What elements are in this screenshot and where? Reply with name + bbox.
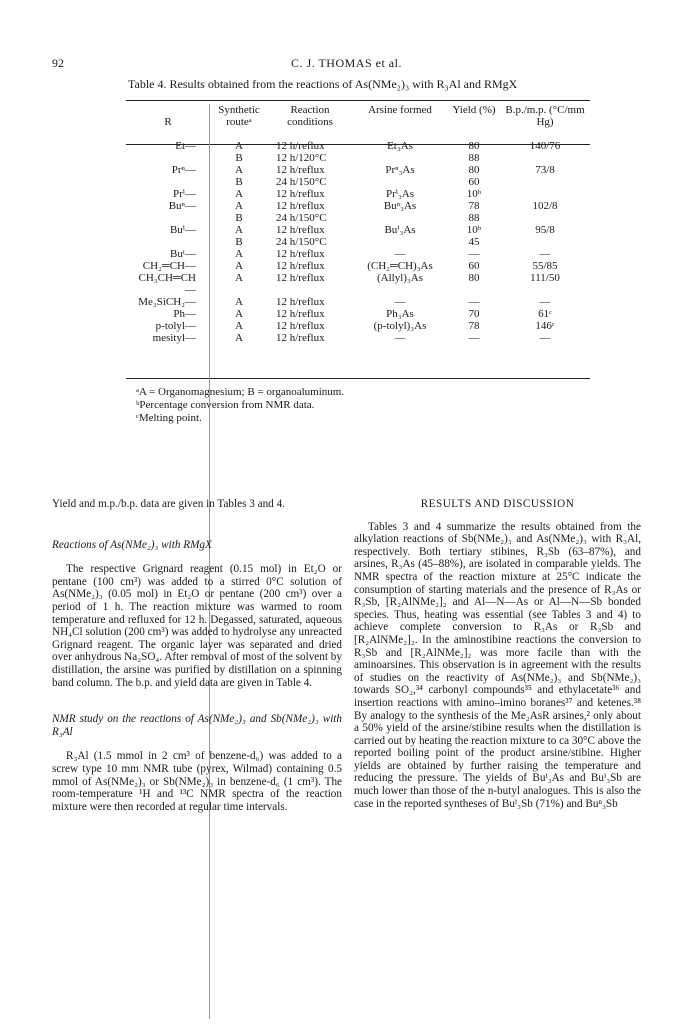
cell-arsine (352, 236, 448, 248)
cell-conditions: 24 h/150°C (276, 212, 327, 224)
col-header-yield: Yield (%) (452, 104, 496, 116)
cell-yield: 10ᵇ (466, 188, 482, 200)
cell-r: Prⁿ— (171, 164, 196, 176)
col-header-bp: B.p./m.p. (°C/mm Hg) (505, 104, 585, 128)
cell-r: Prⁱ— (173, 188, 196, 200)
cell-conditions: 12 h/reflux (276, 140, 325, 152)
cell-conditions: 12 h/reflux (276, 332, 325, 344)
cell-yield: 80 (468, 164, 480, 176)
cell-arsine: Buⁱ₃As (384, 224, 416, 236)
cell-route: A (235, 188, 243, 200)
cell-route: A (235, 248, 243, 260)
cell-arsine: Et₃As (387, 140, 413, 152)
table-row (126, 176, 590, 188)
cell-r (126, 176, 210, 188)
cell-arsine: Prⁿ₃As (385, 164, 415, 176)
cell-route: B (235, 212, 243, 224)
table-row (126, 248, 590, 260)
cell-bp (500, 176, 590, 188)
cell-route: A (235, 332, 243, 344)
table-row (126, 188, 590, 200)
cell-arsine: (Allyl)₃As (377, 272, 423, 284)
cell-bp: 111/50 (530, 272, 560, 284)
footnote-c: ᶜMelting point. (136, 412, 202, 424)
cell-arsine (352, 152, 448, 164)
cell-route: B (235, 236, 243, 248)
cell-route: A (235, 260, 243, 272)
cell-route: A (235, 272, 243, 284)
cell-route: A (235, 320, 243, 332)
table-row (126, 200, 590, 212)
right-column (354, 498, 641, 810)
cell-yield: — (468, 248, 480, 260)
cell-arsine: (p-tolyl)₃As (373, 320, 427, 332)
cell-r: Buⁱ— (169, 224, 196, 236)
left-column (52, 498, 342, 813)
cell-conditions: 24 h/150°C (276, 176, 327, 188)
cell-arsine: Prⁱ₃As (385, 188, 415, 200)
cell-arsine (352, 176, 448, 188)
cell-r (126, 236, 210, 248)
cell-r: p-tolyl— (155, 320, 196, 332)
cell-bp (500, 188, 590, 200)
cell-yield: 80 (468, 272, 480, 284)
cell-bp: — (539, 332, 551, 344)
cell-conditions: 12 h/reflux (276, 272, 325, 284)
cell-r (126, 152, 210, 164)
cell-bp: 140/76 (529, 140, 561, 152)
cell-yield: 60 (468, 176, 480, 188)
cell-conditions: 12 h/reflux (276, 260, 325, 272)
cell-route: A (235, 164, 243, 176)
table-row (126, 296, 590, 308)
cell-conditions: 12 h/reflux (276, 320, 325, 332)
table-row (126, 140, 590, 152)
cell-route: A (235, 200, 243, 212)
cell-r (126, 212, 210, 224)
cell-yield: 80 (468, 140, 480, 152)
table-row (126, 272, 590, 296)
section-heading-nmr: NMR study on the reactions of As(NMe₂)₃ and Sb(NMe₂)₃ with R₃Al (52, 713, 342, 738)
table-row (126, 260, 590, 272)
cell-yield: 88 (468, 152, 480, 164)
cell-conditions: 12 h/reflux (276, 308, 325, 320)
running-head: C. J. THOMAS et al. (291, 56, 402, 70)
cell-conditions: 12 h/reflux (276, 188, 325, 200)
table-row (126, 332, 590, 344)
results-heading: RESULTS AND DISCUSSION (420, 498, 575, 510)
cell-r: Me₃SiCH₂— (138, 296, 196, 308)
cell-route: B (235, 152, 243, 164)
table-body (126, 140, 590, 344)
footnote-a: ᵃA = Organomagnesium; B = organoaluminum. (136, 386, 345, 398)
intro-paragraph: Yield and m.p./b.p. data are given in Tables 3 and 4. (52, 498, 285, 510)
table-top-rule (126, 100, 590, 101)
footnote-b: ᵇPercentage conversion from NMR data. (136, 399, 315, 411)
cell-arsine: (CH₂═CH)₃As (367, 260, 433, 272)
cell-bp: — (539, 248, 551, 260)
cell-bp (500, 236, 590, 248)
table-row (126, 224, 590, 236)
cell-bp: 102/8 (532, 200, 558, 212)
cell-conditions: 12 h/reflux (276, 248, 325, 260)
cell-arsine: Buⁿ₃As (383, 200, 417, 212)
table-row (126, 152, 590, 164)
table-row (126, 164, 590, 176)
cell-yield: 45 (468, 236, 480, 248)
table-row (126, 320, 590, 332)
cell-r: Buᵗ— (170, 248, 196, 260)
table-row (126, 236, 590, 248)
cell-r: CH₃CH═CH— (138, 272, 196, 296)
cell-bp: 73/8 (535, 164, 555, 176)
section-body-nmr: R₃Al (1.5 mmol in 2 cm³ of benzene-d₆) was added to a screw type 10 mm NMR tube (pyrex, Wilmad) containing 0.5 mmol of As(NMe₂)₃ or Sb(NMe₂)₃ in benzene-d₆ (1 cm³). The room-temperature ¹H and ¹³C NMR spectra of the reaction mixture were then recorded at regular time intervals. (52, 750, 342, 813)
cell-arsine: — (394, 332, 406, 344)
table-row (126, 212, 590, 224)
cell-yield: 88 (468, 212, 480, 224)
cell-route: B (235, 176, 243, 188)
cell-bp: 95/8 (535, 224, 555, 236)
cell-route: A (235, 296, 243, 308)
cell-conditions: 12 h/reflux (276, 200, 325, 212)
results-table (126, 104, 590, 344)
section-heading-rmgx: Reactions of As(NMe₂)₃ with RMgX (52, 538, 212, 551)
section-body-rmgx: The respective Grignard reagent (0.15 mol) in Et₂O or pentane (100 cm³) was added to a stirred 0°C solution of As(NMe₂)₃ (0.05 mol) in Et₂O or pentane (200 cm³) over a period of 1 h. The reaction mixture was warmed to room temperature and refluxed for 12 h. Degassed, saturated, aqueous NH₄Cl solution (200 cm³) was added to hydrolyse any unreacted Grignard reagent. The organic layer was separated and dried over anhydrous Na₂SO₄. After removal of most of the solvent by distillation, the arsine was purified by distillation on a spinning band column. The b.p. and yield data are given in Table 4. (52, 563, 342, 689)
cell-yield: 60 (468, 260, 480, 272)
cell-route: A (235, 308, 243, 320)
col-header-r: R (164, 116, 172, 128)
table-caption: Table 4. Results obtained from the reactions of As(NMe₂)₃ with R₃Al and RMgX (128, 77, 518, 91)
cell-route: A (235, 140, 243, 152)
cell-yield: 78 (468, 320, 480, 332)
cell-r: CH₂═CH— (142, 260, 196, 272)
col-header-conditions: Reaction conditions (287, 104, 333, 128)
cell-conditions: 12 h/reflux (276, 224, 325, 236)
results-body: Tables 3 and 4 summarize the results obtained from the alkylation reactions of Sb(NMe₂)₃ and As(NMe₂)₃ with R₃Al, respectively. Both tertiary stibines, R₃Sb (63–87%), and arsines, R₃As (45–88%), are isolated in comparable yields. The NMR spectra of the reaction mixture at 25°C indicate the consumption of starting materials and the presence of R₃As or R₃Sb, [R₂AlNMe₂]₂ and Al—N—As or Al—N—Sb bonded species. Thus, heating was essential (see Tables 3 and 4) to achieve complete conversion to R₃As or R₃Sb and [R₂AlNMe₂]₂. In the aminostibine reactions the conversion to R₃Sb and [R₂AlNMe₂]₂ was more facile than with the aminoarsines. This observation is in agreement with the results of studies on the reactivity of As(NMe₂)₃ and Sb(NMe₂)₃ towards SO₂,³⁴ carbonyl compounds³⁵ and ethylacetate³⁶ and insertion reactions with amino–imino boranes³⁷ and ketenes.³⁸ By analogy to the synthesis of the Me₂AsR arsines,² only about a 50% yield of the arsine/stibine results when the distillation is carried out by heating the reaction mixture to ca 30°C above the reported boiling point of the product arsine/stibine. Higher yields are obtained by further raising the temperature and reducing the pressure. The yields of Buⁱ₃As and Buⁱ₃Sb are much lower than those of the n-butyl analogues. This is also the case in the reported syntheses of Buⁱ₃Sb (71%) and Buⁿ₃Sb (354, 520, 641, 810)
cell-bp: 61ᶜ (538, 308, 552, 320)
cell-bp: 146ᶜ (535, 320, 555, 332)
col-header-arsine: Arsine formed (368, 104, 432, 116)
table-bottom-rule (126, 378, 590, 379)
cell-conditions: 12 h/reflux (276, 164, 325, 176)
table-header-row (126, 104, 590, 132)
cell-bp: — (539, 296, 551, 308)
cell-bp (500, 152, 590, 164)
cell-r: Buⁿ— (168, 200, 196, 212)
cell-yield: — (468, 296, 480, 308)
cell-conditions: 12 h/120°C (276, 152, 327, 164)
cell-route: A (235, 224, 243, 236)
cell-arsine: Ph₃As (386, 308, 414, 320)
cell-conditions: 24 h/150°C (276, 236, 327, 248)
cell-yield: — (468, 332, 480, 344)
cell-r: Et— (175, 140, 196, 152)
cell-yield: 10ᵇ (466, 224, 482, 236)
cell-bp (500, 212, 590, 224)
cell-r: Ph— (173, 308, 196, 320)
cell-arsine: — (394, 248, 406, 260)
cell-conditions: 12 h/reflux (276, 296, 325, 308)
page-number: 92 (52, 56, 64, 70)
col-header-route: Synthetic routeᵃ (218, 104, 260, 128)
cell-bp: 55/85 (532, 260, 558, 272)
cell-r: mesityl— (152, 332, 196, 344)
table-row (126, 308, 590, 320)
cell-yield: 78 (468, 200, 480, 212)
cell-arsine (352, 212, 448, 224)
cell-yield: 70 (468, 308, 480, 320)
cell-arsine: — (394, 296, 406, 308)
